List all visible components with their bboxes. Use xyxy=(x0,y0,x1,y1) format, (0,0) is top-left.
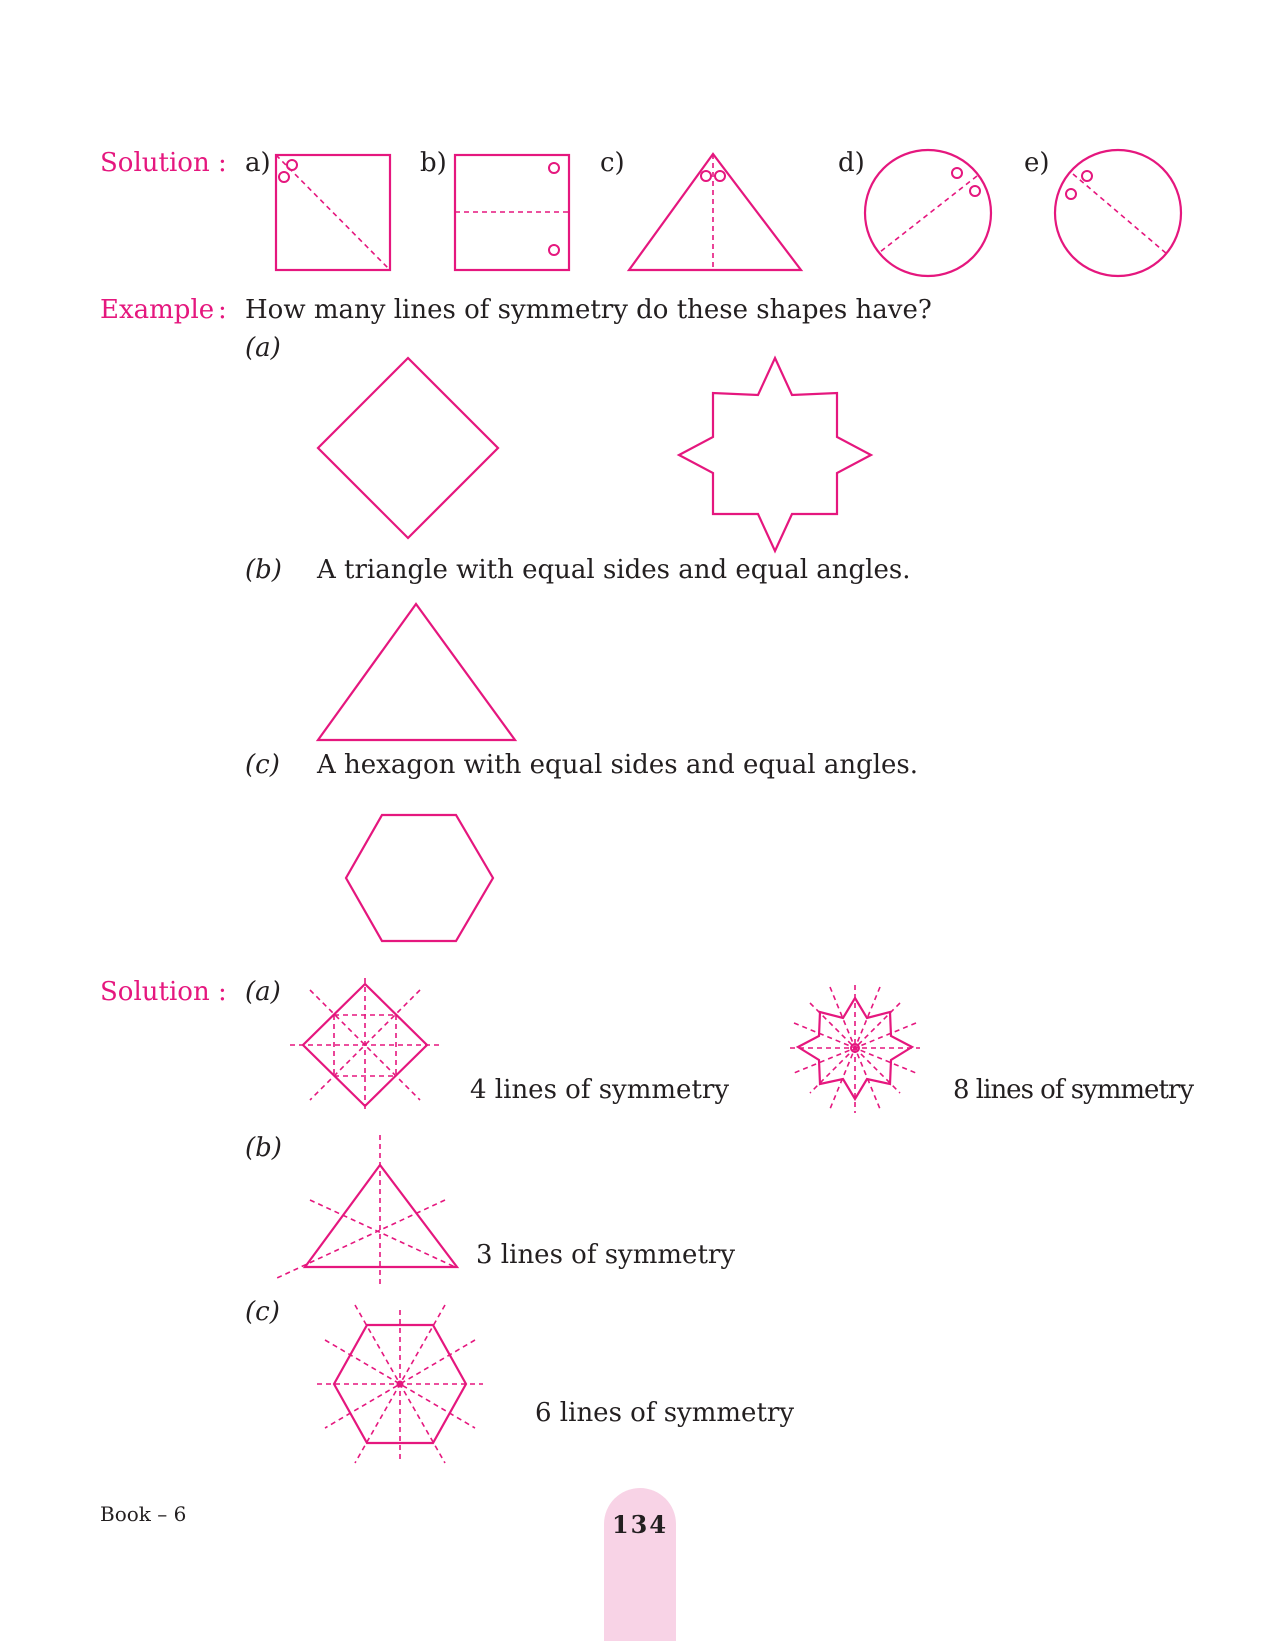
folded-circle-e-figure xyxy=(1055,150,1190,285)
part-c-label: c) xyxy=(600,148,625,178)
hole-mark xyxy=(549,163,559,173)
folded-square-horizontal-figure xyxy=(450,150,580,275)
part-d-label: d) xyxy=(838,148,865,178)
diagonal-fold-line xyxy=(276,155,390,270)
example-item-b-text: A triangle with equal sides and equal angles. xyxy=(317,555,911,585)
hexagon-outline xyxy=(346,815,493,941)
solution-label: Solution xyxy=(100,148,210,178)
regular-hexagon-figure xyxy=(345,812,495,942)
circle-outline xyxy=(1055,150,1181,276)
hole-mark xyxy=(701,171,711,181)
example-item-c-text: A hexagon with equal sides and equal angles. xyxy=(317,750,919,780)
star-outline xyxy=(679,358,871,551)
answer-c-result: 6 lines of symmetry xyxy=(535,1398,795,1428)
star-eight-symmetry-figure xyxy=(790,985,930,1125)
square-diamond-figure xyxy=(315,355,505,545)
folded-square-diagonal-figure xyxy=(270,150,400,275)
answer-item-a-tag: (a) xyxy=(245,977,281,1007)
circle-outline xyxy=(865,150,991,276)
book-label: Book – 6 xyxy=(100,1502,187,1526)
hole-mark xyxy=(1066,189,1076,199)
answer-item-b-tag: (b) xyxy=(245,1133,282,1163)
part-a-label: a) xyxy=(245,148,271,178)
hole-mark xyxy=(549,245,559,255)
hole-mark xyxy=(970,186,980,196)
answer-solution-colon: : xyxy=(218,977,227,1007)
triangle-outline xyxy=(305,1165,457,1267)
folded-circle-d-figure xyxy=(865,150,1000,285)
example-question: How many lines of symmetry do these shapes have? xyxy=(245,295,932,325)
hole-mark xyxy=(1082,171,1092,181)
eight-point-star-figure xyxy=(675,355,875,555)
diameter-fold-line xyxy=(880,176,977,252)
triangle-outline xyxy=(629,154,801,270)
folded-triangle-figure xyxy=(625,150,805,275)
example-colon: : xyxy=(218,295,227,325)
part-e-label: e) xyxy=(1024,148,1050,178)
part-b-label: b) xyxy=(420,148,447,178)
answer-a-result-2: 8 lines of symmetry xyxy=(953,1075,1194,1105)
solution-colon: : xyxy=(218,148,227,178)
triangle-three-symmetry-figure xyxy=(275,1135,465,1290)
hole-mark xyxy=(715,171,725,181)
example-item-c-tag: (c) xyxy=(245,750,280,780)
example-item-b-tag: (b) xyxy=(245,555,282,585)
answer-item-c-tag: (c) xyxy=(245,1297,280,1327)
diamond-outline xyxy=(318,358,498,538)
page-number: 134 xyxy=(611,1510,669,1539)
answer-solution-label: Solution xyxy=(100,977,210,1007)
hexagon-six-symmetry-figure xyxy=(315,1310,485,1470)
answer-b-result: 3 lines of symmetry xyxy=(476,1240,736,1270)
equilateral-triangle-figure xyxy=(315,600,525,745)
example-item-a-tag: (a) xyxy=(245,333,281,363)
symmetry-line xyxy=(310,1200,455,1267)
diameter-fold-line xyxy=(1073,174,1167,254)
square-four-symmetry-figure xyxy=(290,980,450,1115)
hole-mark xyxy=(952,168,962,178)
answer-a-result-1: 4 lines of symmetry xyxy=(470,1075,730,1105)
hole-mark xyxy=(279,172,289,182)
example-label: Example xyxy=(100,295,215,325)
triangle-outline xyxy=(318,604,515,740)
hole-mark xyxy=(287,160,297,170)
